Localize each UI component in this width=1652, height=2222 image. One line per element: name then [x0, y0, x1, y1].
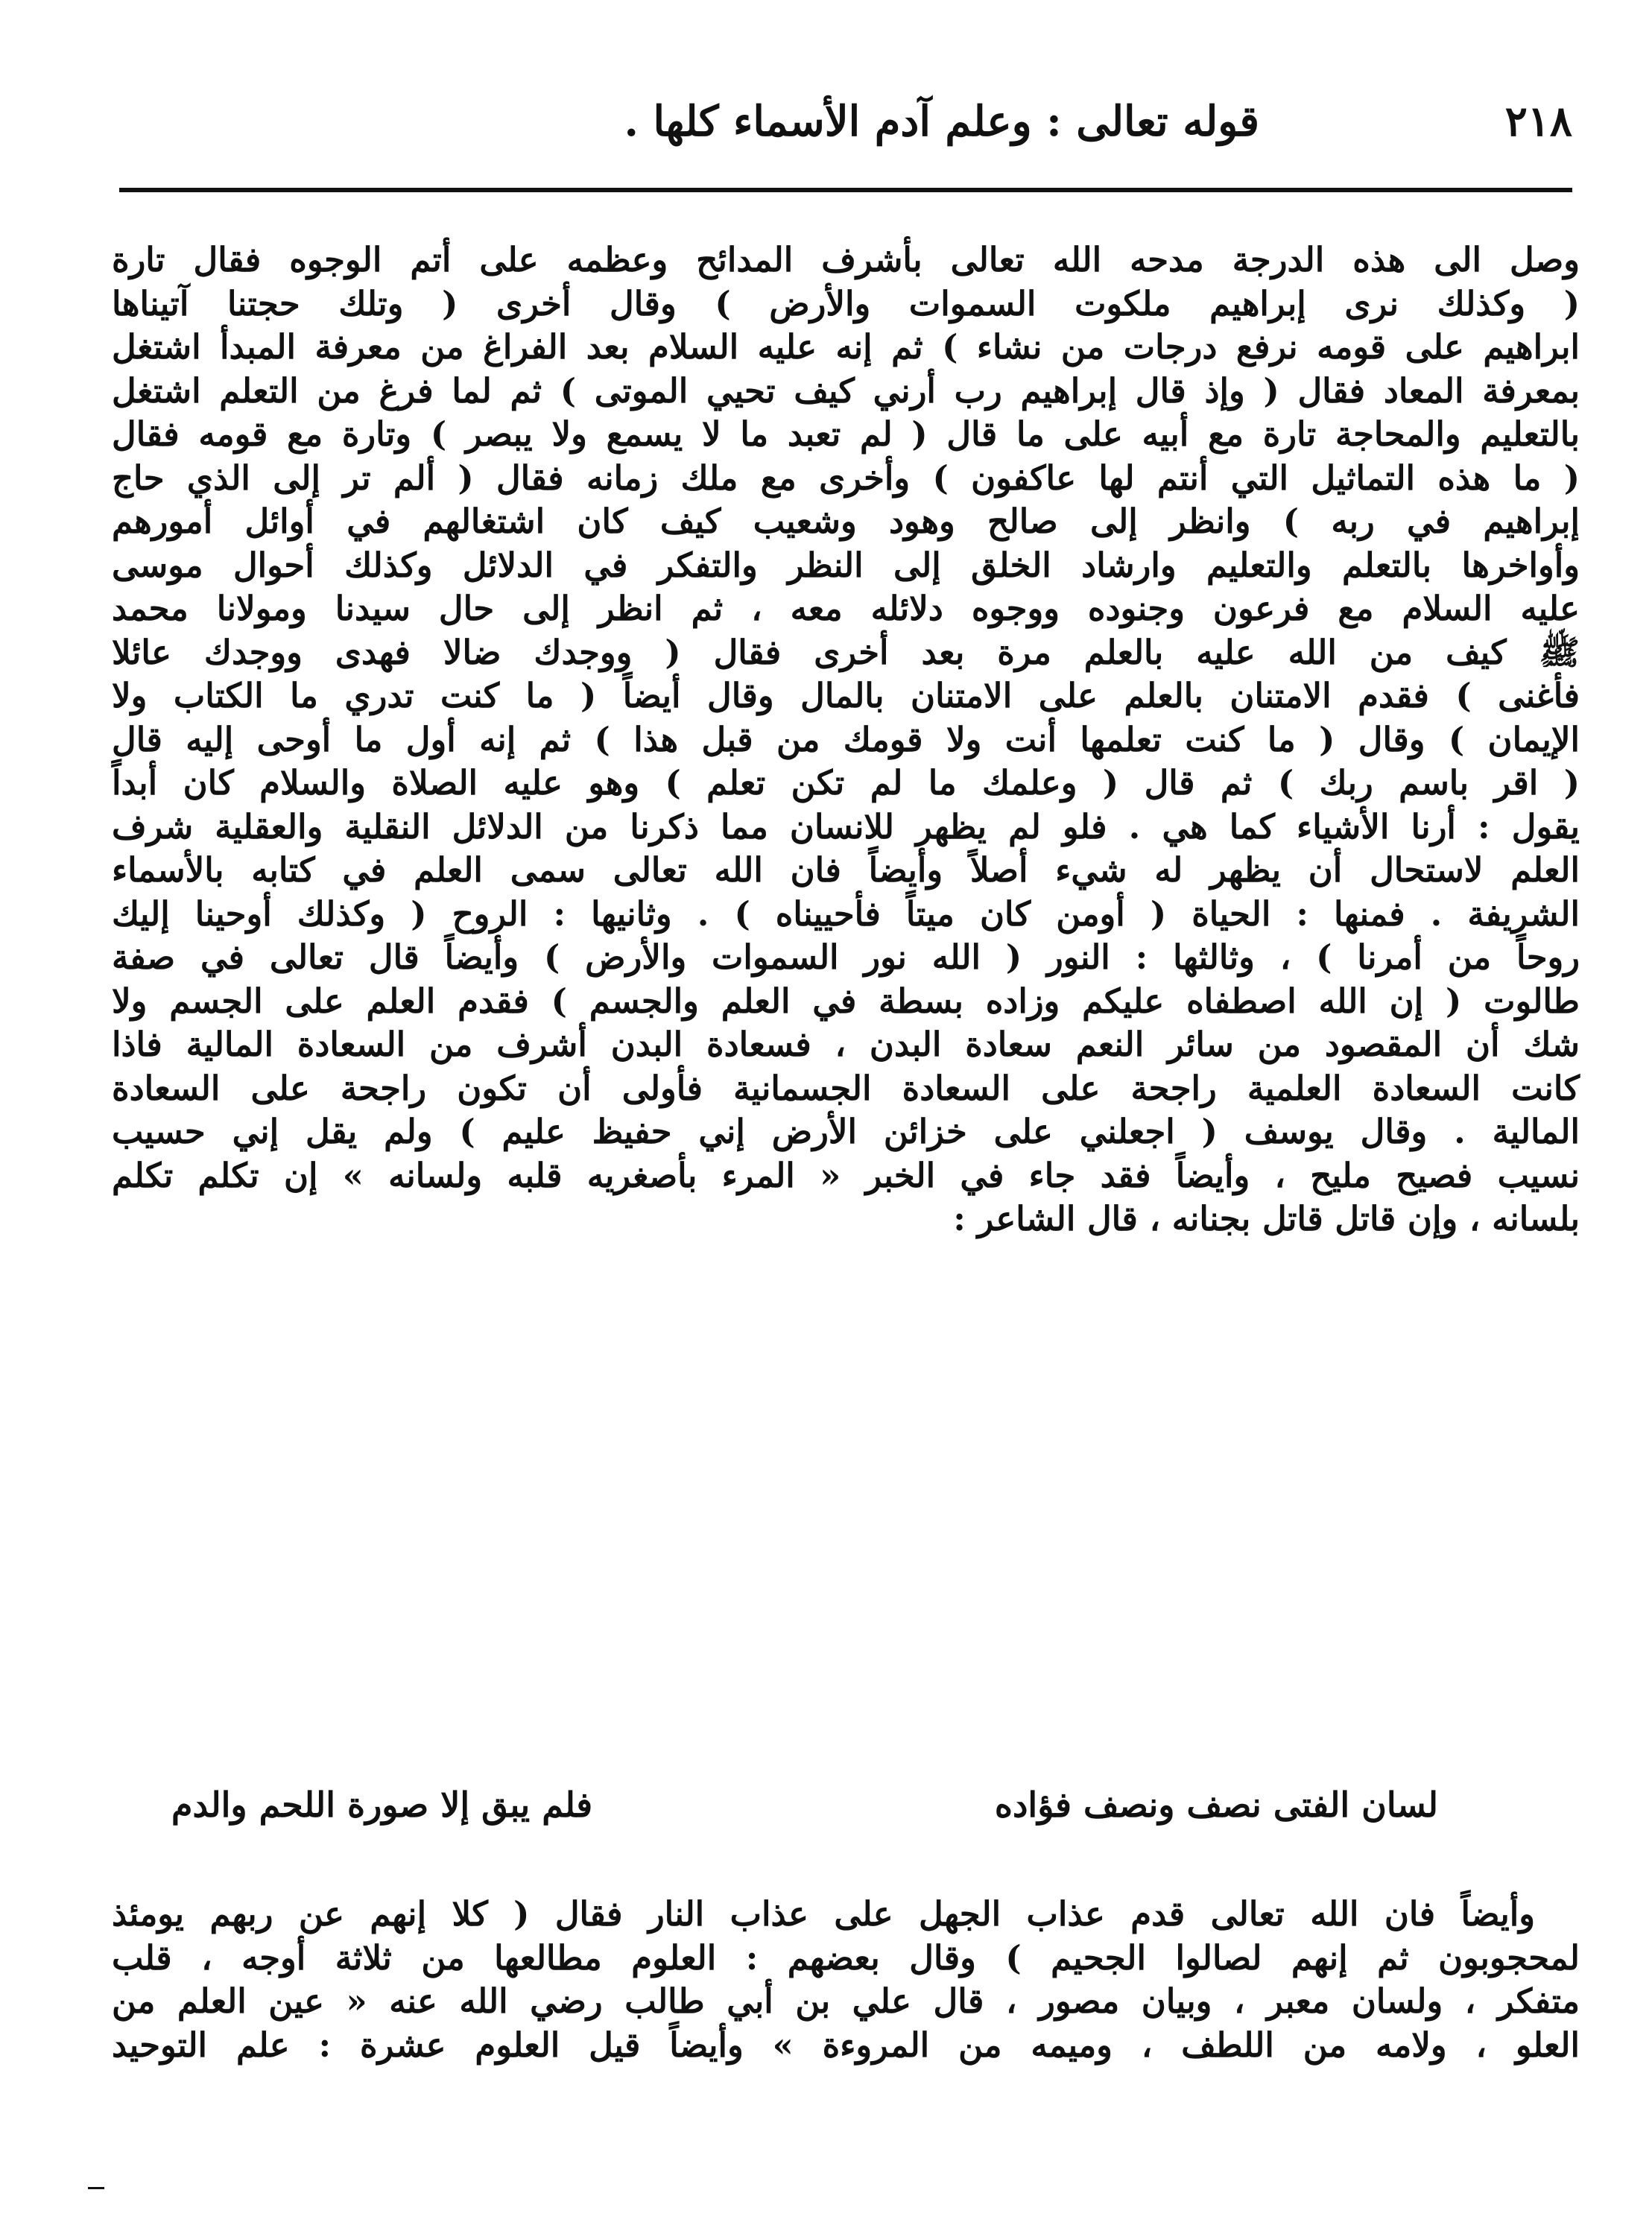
text-line: وصل الى هذه الدرجة مدحه الله تعالى بأشرف المدائح وعظمه على أتم الوجوه فقال تارة	[112, 240, 1580, 279]
poetry-verse	[171, 1785, 1438, 1844]
text-line: يقول : أرنا الأشياء كما هي . فلو لم يظهر للانسان مما ذكرنا من الدلائل النقلية والعقلية شرف	[112, 806, 1580, 846]
text-line: المالية . وقال يوسف ( اجعلني على خزائن الأرض إني حفيظ عليم ) ولم يقل إني حسيب	[112, 1112, 1580, 1151]
text-line: بمعرفة المعاد فقال ( وإذ قال إبراهيم رب أرني كيف تحيي الموتى ) ثم لما فرغ من التعلم اشتغل	[112, 370, 1580, 411]
text-line: نسيب فصيح مليح ، وأيضاً فقد جاء في الخبر « المرء بأصغريه قلبه ولسانه » إن تكلم تكلم	[112, 1155, 1580, 1195]
text-line: الإيمان ) وقال ( ما كنت تعلمها أنت ولا قومك من قبل هذا ) ثم إنه أول ما أوحى إليه قال	[112, 719, 1580, 759]
header-rule	[119, 188, 1572, 192]
text-line: ( اقر باسم ربك ) ثم قال ( وعلمك ما لم تكن تعلم ) وهو عليه الصلاة والسلام كان أبداً	[112, 763, 1580, 803]
text-line: عليه السلام مع فرعون وجنوده ووجوه دلائله معه ، ثم انظر إلى حال سيدنا ومولانا محمد	[112, 589, 1580, 628]
text-line: العلو ، ولامه من اللطف ، وميمه من المروءة » وأيضاً قيل العلوم عشرة : علم التوحيد	[112, 2025, 1580, 2065]
text-line: العلم لاستحال أن يظهر له شيء أصلاً وأيضاً فان الله تعالى سمى العلم في كتابه بالأسماء	[112, 850, 1580, 890]
second-paragraph	[112, 1893, 1580, 2067]
main-paragraph	[112, 238, 1580, 1241]
text-line: روحاً من أمرنا ) ، وثالثها : النور ( الله نور السموات والأرض ) وأيضاً قال تعالى في صفة	[112, 937, 1580, 977]
text-line: ( وكذلك نرى إبراهيم ملكوت السموات والأرض ) وقال أخرى ( وتلك حجتنا آتيناها	[112, 283, 1580, 323]
text-line: شك أن المقصود من سائر النعم سعادة البدن ، فسعادة البدن أشرف من السعادة المالية فاذا	[112, 1025, 1580, 1064]
text-line: بالتعليم والمحاجة تارة مع أبيه على ما قال ( لم تعبد ما لا يسمع ولا يبصر ) وتارة مع قومه فقال	[112, 414, 1580, 454]
page-header	[119, 97, 1572, 179]
text-line: طالوت ( إن الله اصطفاه عليكم وزاده بسطة في العلم والجسم ) فقدم العلم على الجسم ولا	[112, 981, 1580, 1021]
text-line: ﷺ كيف من الله عليه بالعلم مرة بعد أخرى فقال ( ووجدك ضالا فهدى ووجدك عائلا	[112, 632, 1580, 672]
text-line: وأواخرها بالتعلم والتعليم وارشاد الخلق إلى النظر والتفكر في الدلائل وكذلك أحوال موسى	[112, 545, 1580, 585]
running-title: قوله تعالى : وعلم آدم الأسماء كلها .	[624, 97, 1259, 146]
verse-first-hemistich: لسان الفتى نصف ونصف فؤاده	[994, 1785, 1438, 1825]
text-line: كانت السعادة العلمية راجحة على السعادة الجسمانية فأولى أن تكون راجحة على السعادة	[112, 1068, 1580, 1108]
margin-mark	[88, 2187, 104, 2189]
text-line: إبراهيم في ربه ) وانظر إلى صالح وهود وشعيب كيف كان اشتغالهم في أوائل أمورهم	[112, 501, 1580, 541]
text-line: لمحجوبون ثم إنهم لصالوا الجحيم ) وقال بعضهم : العلوم مطالعها من ثلاثة أوجه ، قلب	[112, 1937, 1580, 1978]
text-line: متفكر ، ولسان معبر ، وبيان مصور ، قال علي بن أبي طالب رضي الله عنه « عين العلم من	[112, 1981, 1580, 2021]
text-line: وأيضاً فان الله تعالى قدم عذاب الجهل على عذاب النار فقال ( كلا إنهم عن ربهم يومئذ	[112, 1894, 1535, 1934]
text-line: بلسانه ، وإن قاتل قاتل بجنانه ، قال الشاعر :	[953, 1199, 1580, 1238]
text-line: الشريفة . فمنها : الحياة ( أومن كان ميتاً فأحييناه ) . وثانيها : الروح ( وكذلك أوحينا إليك	[112, 893, 1580, 934]
text-line: ابراهيم على قومه نرفع درجات من نشاء ) ثم إنه عليه السلام بعد الفراغ من معرفة المبدأ اشتغل	[112, 327, 1580, 367]
text-line: فأغنى ) فقدم الامتنان بالعلم على الامتنان بالمال وقال أيضاً ( ما كنت تدري ما الكتاب ولا	[112, 676, 1580, 715]
verse-second-hemistich: فلم يبق إلا صورة اللحم والدم	[171, 1785, 593, 1825]
text-line: ( ما هذه التماثيل التي أنتم لها عاكفون ) وأخرى مع ملك زمانه فقال ( ألم تر إلى الذي حاج	[112, 458, 1580, 498]
page-number: ٢١٨	[1504, 97, 1572, 146]
